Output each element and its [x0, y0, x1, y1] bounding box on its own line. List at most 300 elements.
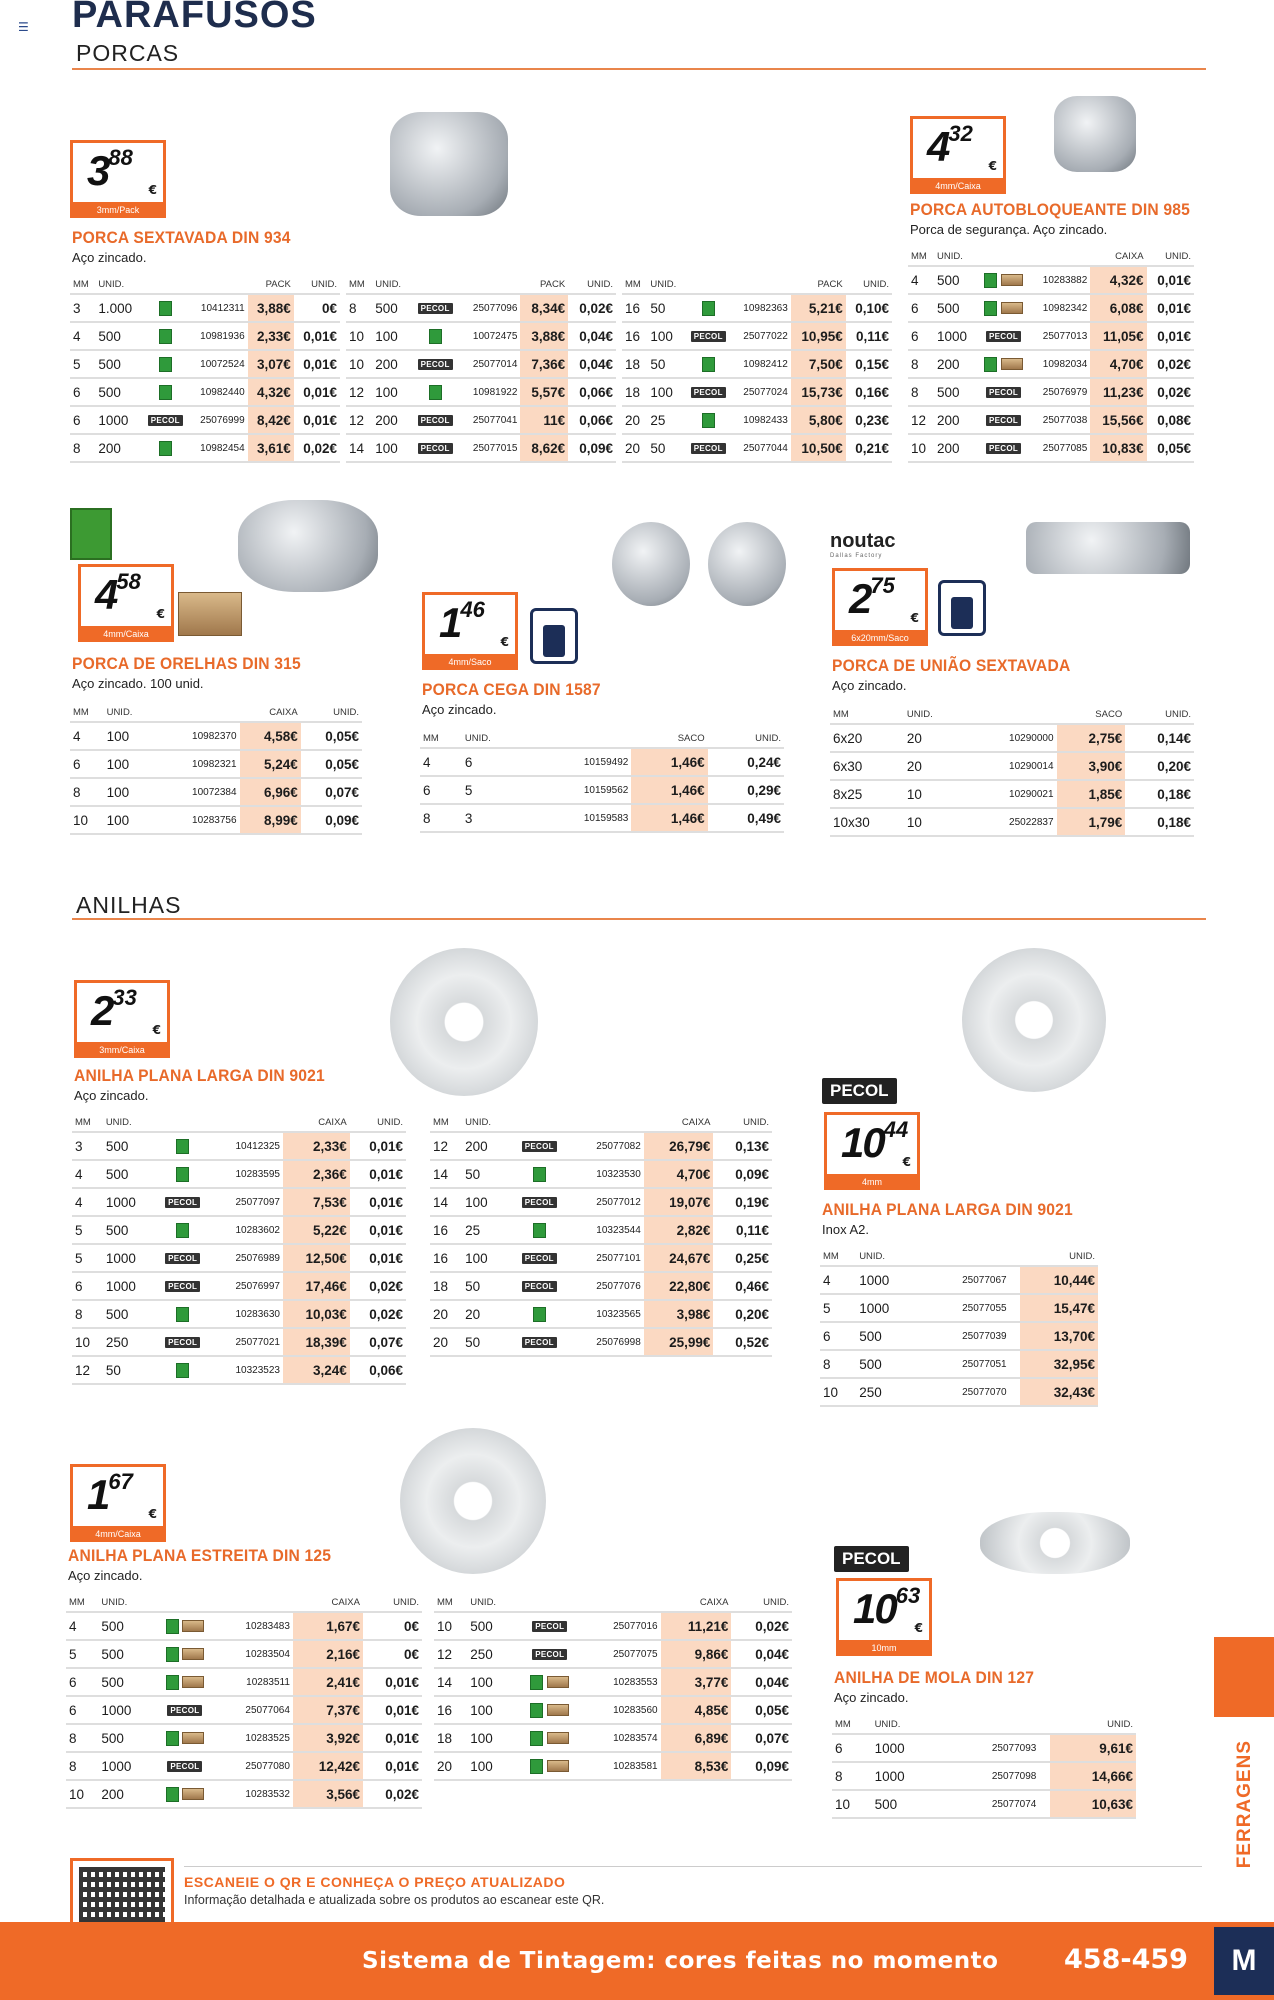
brand-cell: [977, 350, 1030, 378]
brand-box-icon: [176, 1223, 189, 1238]
reference-cell: 10072524: [189, 350, 248, 378]
brand-box-icon: [176, 1139, 189, 1154]
size-cell: 6: [72, 1272, 103, 1300]
brand-cell: [141, 378, 189, 406]
reference-cell: 10982454: [189, 434, 248, 462]
brand-cell: [959, 808, 969, 836]
pack-price-cell: 10,03€: [283, 1300, 350, 1328]
pecol-icon: PECOL: [165, 1281, 200, 1292]
units-cell: 1000: [934, 322, 977, 350]
brand-box-icon: [166, 1731, 179, 1746]
cap-nut-image: [612, 522, 690, 606]
product-description: Aço zincado.: [834, 1690, 909, 1705]
brand-box-icon: [176, 1167, 189, 1182]
size-cell: 12: [346, 378, 372, 406]
table-row: [346, 378, 616, 406]
bag-icon: [530, 608, 578, 664]
product-description: Aço zincado.: [72, 250, 147, 265]
column-header: CAIXA: [699, 1597, 729, 1608]
size-cell: 8: [66, 1724, 98, 1752]
pack-price-cell: 4,58€: [240, 722, 301, 750]
pack-price-cell: 4,85€: [661, 1696, 732, 1724]
brand-cell: [153, 750, 162, 778]
units-cell: 50: [462, 1272, 509, 1300]
brand-cell: [509, 1160, 569, 1188]
column-header: [534, 730, 631, 748]
column-header: [516, 1594, 584, 1612]
side-category-label: FERRAGENS: [1234, 1740, 1255, 1869]
unit-price-cell: 0,05€: [301, 722, 362, 750]
brand-cell: [141, 294, 189, 322]
pack-price-cell: 7,53€: [283, 1188, 350, 1216]
brand-box-icon: [429, 385, 442, 400]
brand-cell: [516, 1668, 584, 1696]
brand-cell: [516, 1752, 584, 1780]
units-cell: 1000: [103, 1188, 154, 1216]
reference-cell: 25077039: [926, 1322, 1010, 1350]
units-cell: 250: [856, 1378, 916, 1406]
brand-cell: [141, 434, 189, 462]
package-icon: [182, 1676, 204, 1688]
brand-box-icon: [984, 357, 997, 372]
brand-cell: [152, 1780, 218, 1808]
unit-price-cell: 0,49€: [708, 804, 784, 832]
pecol-icon: PECOL: [986, 331, 1021, 342]
units-cell: 20: [904, 724, 959, 752]
column-header: MM: [433, 1117, 449, 1128]
reference-cell: 10283560: [584, 1696, 661, 1724]
pack-price-cell: 11,21€: [661, 1612, 732, 1640]
reference-cell: 10072384: [162, 778, 240, 806]
brand-logo-box: [70, 508, 112, 560]
brand-cell: [141, 406, 189, 434]
column-header: [926, 1248, 1010, 1266]
brand-logo-pecol: PECOL: [822, 1078, 897, 1104]
size-cell: 10: [346, 322, 372, 350]
column-header: MM: [69, 1597, 85, 1608]
pack-price-cell: 3,98€: [644, 1300, 714, 1328]
unit-price-cell: 0,19€: [713, 1188, 772, 1216]
size-cell: 6: [420, 776, 462, 804]
units-cell: 100: [104, 722, 153, 750]
reference-cell: 10283574: [584, 1724, 661, 1752]
unit-price-cell: 0,01€: [294, 378, 340, 406]
price-tag: $1^{46}$ € 4mm/Saco: [422, 592, 518, 670]
size-cell: 4: [908, 266, 934, 294]
units-cell: 500: [467, 1612, 515, 1640]
package-icon: [547, 1676, 569, 1688]
washer-image: [390, 948, 538, 1096]
table-row: [830, 724, 1194, 752]
reference-cell: 10283483: [218, 1612, 293, 1640]
pecol-icon: PECOL: [986, 443, 1021, 454]
price-table: [420, 730, 784, 833]
brand-cell: [141, 322, 189, 350]
column-header: UNID.: [650, 279, 677, 290]
pack-price-cell: 11,23€: [1090, 378, 1146, 406]
unit-price-cell: 0,02€: [350, 1300, 406, 1328]
unit-price-cell: 0,18€: [1125, 808, 1194, 836]
brand-box-icon: [159, 385, 172, 400]
price-table: [346, 276, 616, 463]
pack-price-cell: 2,41€: [293, 1668, 363, 1696]
unit-price-cell: 0,46€: [713, 1272, 772, 1300]
menu-icon[interactable]: ☰: [18, 20, 29, 34]
column-header: UNID.: [377, 1117, 403, 1128]
unit-price-cell: 0,07€: [301, 778, 362, 806]
pack-price-cell: 11€: [520, 406, 568, 434]
cap-nut-image: [708, 522, 786, 606]
size-cell: 12: [72, 1356, 103, 1384]
brand-cell: [153, 722, 162, 750]
table-row: [420, 804, 784, 832]
brand-cell: [937, 1762, 948, 1790]
reference-cell: 25076999: [189, 406, 248, 434]
pecol-icon: PECOL: [167, 1761, 202, 1772]
pack-price-cell: 12,42€: [293, 1752, 363, 1780]
table-row: [66, 1724, 422, 1752]
pack-price-cell: [1010, 1378, 1020, 1406]
pack-price-cell: 3,88€: [520, 322, 568, 350]
reference-cell: 25022837: [969, 808, 1056, 836]
brand-box-icon: [176, 1363, 189, 1378]
units-cell: 500: [872, 1790, 937, 1818]
units-cell: 25: [647, 406, 684, 434]
brand-box-icon: [166, 1619, 179, 1634]
units-cell: 5: [462, 776, 523, 804]
reference-cell: 10323530: [569, 1160, 643, 1188]
size-cell: 10: [908, 434, 934, 462]
reference-cell: 25077070: [926, 1378, 1010, 1406]
brand-box-icon: [984, 301, 997, 316]
column-header: UNID.: [1165, 709, 1191, 720]
table-row: [70, 294, 340, 322]
brand-cell: [154, 1244, 212, 1272]
brand-box-icon: [530, 1731, 543, 1746]
size-cell: 8: [70, 434, 95, 462]
units-cell: 100: [104, 778, 153, 806]
reference-cell: 10283602: [212, 1216, 283, 1244]
pack-price-cell: 11,05€: [1090, 322, 1146, 350]
pecol-icon: PECOL: [165, 1253, 200, 1264]
size-cell: 6: [832, 1734, 872, 1762]
unit-price-cell: 0,01€: [350, 1244, 406, 1272]
reference-cell: 25077013: [1030, 322, 1090, 350]
reference-cell: 25077012: [569, 1188, 643, 1216]
pack-price-cell: 24,67€: [644, 1244, 714, 1272]
table-row: [830, 780, 1194, 808]
size-cell: 5: [820, 1294, 856, 1322]
column-header: SACO: [677, 733, 705, 744]
units-cell: 50: [647, 434, 684, 462]
units-cell: 3: [462, 804, 523, 832]
units-cell: 500: [934, 294, 977, 322]
units-cell: 200: [934, 350, 977, 378]
brand-cell: [937, 1734, 948, 1762]
table-row: [832, 1790, 1136, 1818]
reference-cell: 25077038: [1030, 406, 1090, 434]
column-header: MM: [911, 251, 927, 262]
table-row: [346, 294, 616, 322]
unit-price-cell: 15,47€: [1020, 1294, 1098, 1322]
unit-price-cell: 0,09€: [301, 806, 362, 834]
pack-price-cell: 8,53€: [661, 1752, 732, 1780]
unit-price-cell: 0,01€: [350, 1216, 406, 1244]
pack-price-cell: 10,95€: [791, 322, 846, 350]
brand-cell: [959, 752, 969, 780]
size-cell: 12: [346, 406, 372, 434]
size-cell: 14: [434, 1668, 467, 1696]
unit-price-cell: 0,06€: [568, 378, 616, 406]
pack-price-cell: 26,79€: [644, 1132, 714, 1160]
units-cell: 100: [467, 1696, 515, 1724]
reference-cell: 25077024: [732, 378, 791, 406]
package-icon: [547, 1760, 569, 1772]
brand-logo-m[interactable]: M: [1214, 1927, 1274, 1995]
qr-subtitle: Informação detalhada e atualizada sobre os produtos ao escanear este QR.: [184, 1893, 605, 1907]
pack-price-cell: 3,92€: [293, 1724, 363, 1752]
brand-logo-pecol: PECOL: [834, 1546, 909, 1572]
column-header: [916, 1248, 926, 1266]
section-divider: [72, 68, 1206, 70]
unit-price-cell: 0,07€: [731, 1724, 792, 1752]
table-row: [346, 406, 616, 434]
size-cell: 16: [430, 1244, 462, 1272]
product-description: Porca de segurança. Aço zincado.: [910, 222, 1108, 237]
reference-cell: 25077101: [569, 1244, 643, 1272]
brand-box-icon: [159, 357, 172, 372]
size-cell: 18: [430, 1272, 462, 1300]
price-table: [622, 276, 892, 463]
column-header: UNID.: [393, 1597, 419, 1608]
size-cell: 6: [908, 294, 934, 322]
size-cell: 18: [434, 1724, 467, 1752]
size-cell: 6: [66, 1696, 98, 1724]
units-cell: 500: [372, 294, 410, 322]
brand-cell: [916, 1266, 926, 1294]
brand-cell: [977, 434, 1030, 462]
column-header: [1039, 1716, 1050, 1734]
side-tab[interactable]: [1214, 1637, 1274, 1717]
table-row: [70, 378, 340, 406]
table-row: [622, 378, 892, 406]
table-row: [908, 294, 1194, 322]
brand-cell: [684, 322, 732, 350]
price-tag: $4^{58}$ € 4mm/Caixa: [78, 564, 174, 642]
reference-cell: 10982412: [732, 350, 791, 378]
units-cell: 1000: [103, 1244, 154, 1272]
size-cell: 10: [832, 1790, 872, 1818]
pack-price-cell: 1,46€: [631, 748, 707, 776]
brand-cell: [916, 1294, 926, 1322]
size-cell: 14: [430, 1160, 462, 1188]
brand-cell: [684, 434, 732, 462]
price-table: [70, 704, 362, 835]
reference-cell: 25077080: [218, 1752, 293, 1780]
reference-cell: 10412325: [212, 1132, 283, 1160]
reference-cell: 10159583: [534, 804, 631, 832]
brand-box-icon: [984, 273, 997, 288]
size-cell: 4: [72, 1188, 103, 1216]
reference-cell: 25077085: [1030, 434, 1090, 462]
brand-box-icon: [533, 1167, 546, 1182]
size-cell: 6x30: [830, 752, 904, 780]
reference-cell: 10981936: [189, 322, 248, 350]
pack-price-cell: 6,89€: [661, 1724, 732, 1752]
pack-price-cell: 3,56€: [293, 1780, 363, 1808]
size-cell: 20: [430, 1328, 462, 1356]
bag-icon: [938, 580, 986, 636]
unit-price-cell: 0€: [363, 1640, 422, 1668]
unit-price-cell: 0€: [294, 294, 340, 322]
price-tag: $10^{63}$ € 10mm: [836, 1578, 932, 1656]
price-table: [820, 1248, 1098, 1407]
pack-price-cell: [1010, 1350, 1020, 1378]
product-title: PORCA AUTOBLOQUEANTE DIN 985: [910, 200, 1191, 219]
column-header: [189, 276, 248, 294]
unit-price-cell: 0,02€: [731, 1612, 792, 1640]
size-cell: 5: [72, 1216, 103, 1244]
pack-price-cell: 10,83€: [1090, 434, 1146, 462]
pecol-icon: PECOL: [165, 1197, 200, 1208]
brand-cell: [152, 1724, 218, 1752]
reference-cell: 10982363: [732, 294, 791, 322]
reference-cell: 25077098: [948, 1762, 1040, 1790]
column-header: MM: [349, 279, 365, 290]
brand-cell: [154, 1188, 212, 1216]
brand-box-icon: [166, 1787, 179, 1802]
units-cell: 1000: [98, 1752, 151, 1780]
unit-price-cell: 0,24€: [708, 748, 784, 776]
column-header: UNID.: [859, 1251, 886, 1262]
unit-price-cell: 0,09€: [713, 1160, 772, 1188]
units-cell: 1000: [103, 1272, 154, 1300]
brand-cell: [684, 406, 732, 434]
size-cell: 4: [820, 1266, 856, 1294]
units-cell: 100: [647, 322, 684, 350]
pecol-icon: PECOL: [986, 387, 1021, 398]
column-header: [948, 1716, 1040, 1734]
pack-price-cell: 2,82€: [644, 1216, 714, 1244]
units-cell: 1000: [856, 1294, 916, 1322]
unit-price-cell: 0,29€: [708, 776, 784, 804]
pack-price-cell: 5,22€: [283, 1216, 350, 1244]
unit-price-cell: 0,02€: [363, 1780, 422, 1808]
pack-price-cell: 2,16€: [293, 1640, 363, 1668]
pack-price-cell: 8,99€: [240, 806, 301, 834]
size-cell: 8x25: [830, 780, 904, 808]
section-title-porcas: PORCAS: [76, 40, 180, 66]
units-cell: 200: [95, 434, 141, 462]
column-header: UNID.: [587, 279, 613, 290]
unit-price-cell: 0,02€: [1147, 350, 1194, 378]
price-table: [70, 276, 340, 463]
column-header: [977, 248, 1030, 266]
washer-image: [400, 1428, 546, 1574]
brand-box-icon: [530, 1703, 543, 1718]
units-cell: 100: [462, 1188, 509, 1216]
column-header: UNID.: [375, 279, 402, 290]
brand-cell: [152, 1668, 218, 1696]
size-cell: 12: [430, 1132, 462, 1160]
size-cell: 8: [420, 804, 462, 832]
reference-cell: 10159492: [534, 748, 631, 776]
table-row: [66, 1640, 422, 1668]
product-description: Aço zincado.: [68, 1568, 143, 1583]
column-header: UNID.: [465, 1117, 491, 1128]
pack-price-cell: 2,33€: [248, 322, 294, 350]
table-row: [72, 1244, 406, 1272]
column-header: [569, 1114, 643, 1132]
pack-price-cell: 1,46€: [631, 804, 707, 832]
units-cell: 6: [462, 748, 523, 776]
pack-price-cell: [1010, 1294, 1020, 1322]
wing-nut-image: [238, 500, 378, 592]
size-cell: 6: [820, 1322, 856, 1350]
unit-price-cell: 0,05€: [731, 1696, 792, 1724]
brand-cell: [153, 806, 162, 834]
pack-price-cell: 1,46€: [631, 776, 707, 804]
table-row: [820, 1322, 1098, 1350]
pack-price-cell: [1039, 1762, 1050, 1790]
brand-cell: [684, 378, 732, 406]
unit-price-cell: 0,13€: [713, 1132, 772, 1160]
column-header: UNID.: [763, 1597, 789, 1608]
price-tag: $1^{67}$ € 4mm/Caixa: [70, 1464, 166, 1542]
pack-price-cell: 5,21€: [791, 294, 846, 322]
brand-box-icon: [166, 1675, 179, 1690]
table-row: [70, 434, 340, 462]
column-header: MM: [73, 707, 89, 718]
price-table: [908, 248, 1194, 463]
column-header: UNID.: [106, 707, 133, 718]
column-header: [584, 1594, 661, 1612]
column-header: UNID.: [936, 251, 963, 262]
brand-box-icon: [159, 441, 172, 456]
table-row: [434, 1724, 792, 1752]
pack-price-cell: 7,50€: [791, 350, 846, 378]
unit-price-cell: 0,01€: [350, 1160, 406, 1188]
size-cell: 6: [66, 1668, 98, 1696]
product-description: Aço zincado.: [422, 702, 497, 717]
reference-cell: 10323523: [212, 1356, 283, 1384]
column-header: UNID.: [1107, 1719, 1133, 1730]
unit-price-cell: 0,01€: [1147, 266, 1194, 294]
reference-cell: 25077075: [584, 1640, 661, 1668]
brand-cell: [977, 266, 1030, 294]
table-row: [820, 1294, 1098, 1322]
brand-cell: [516, 1640, 584, 1668]
pecol-icon: PECOL: [418, 415, 453, 426]
column-header: UNID.: [1165, 251, 1191, 262]
units-cell: 1.000: [95, 294, 141, 322]
table-row: [622, 294, 892, 322]
size-cell: 8: [832, 1762, 872, 1790]
brand-cell: [684, 294, 732, 322]
unit-price-cell: 0€: [363, 1612, 422, 1640]
column-header: SACO: [1095, 709, 1123, 720]
table-row: [70, 806, 362, 834]
reference-cell: 25077022: [732, 322, 791, 350]
package-icon: [1001, 302, 1023, 314]
pack-price-cell: 4,32€: [248, 378, 294, 406]
reference-cell: 25077051: [926, 1350, 1010, 1378]
size-cell: 4: [66, 1612, 98, 1640]
unit-price-cell: 0,25€: [713, 1244, 772, 1272]
units-cell: 500: [98, 1724, 151, 1752]
units-cell: 1000: [872, 1762, 937, 1790]
reference-cell: 10982440: [189, 378, 248, 406]
